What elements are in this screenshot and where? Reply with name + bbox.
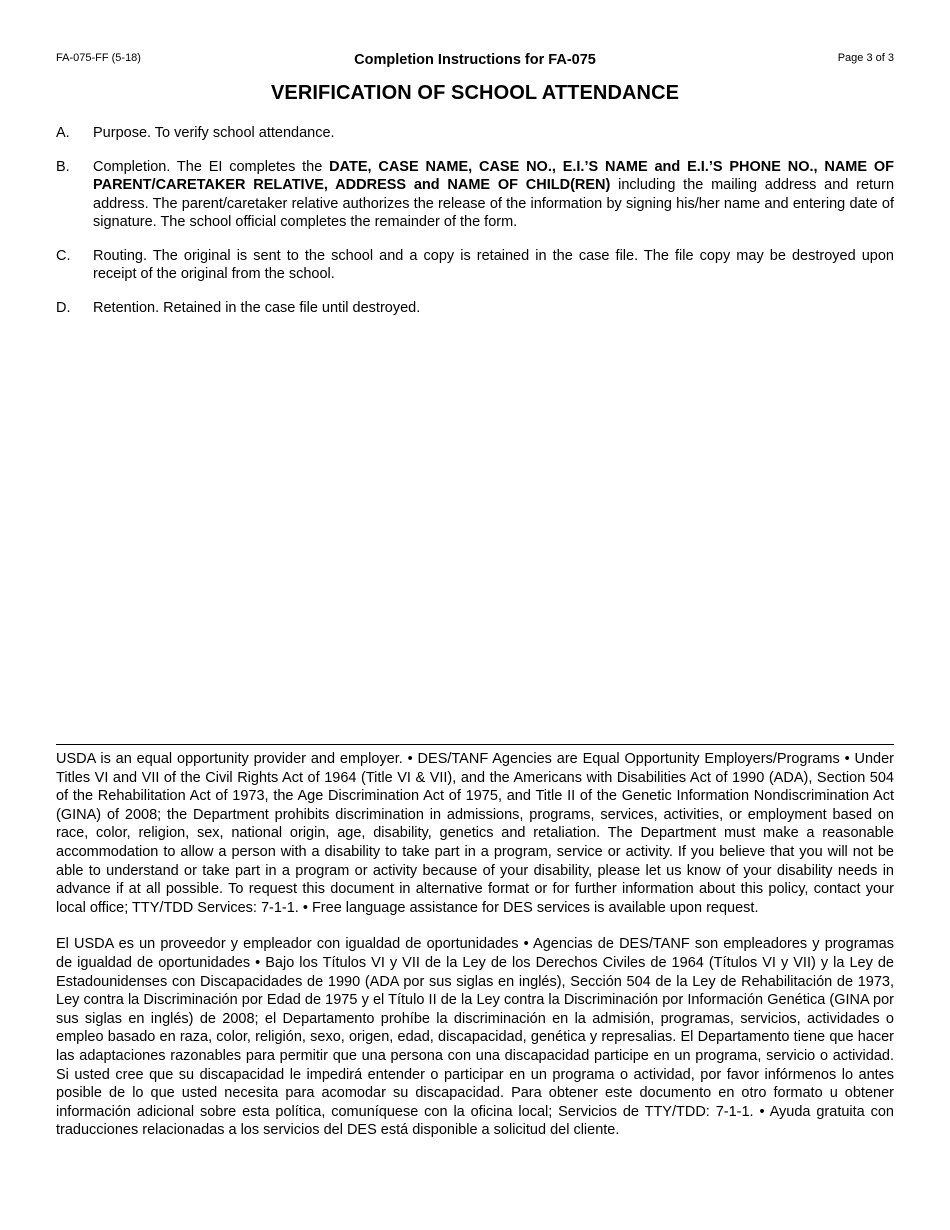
instruction-text-intro: Purpose. To verify school attendance. bbox=[93, 125, 335, 141]
instruction-purpose bbox=[56, 124, 894, 143]
instruction-text-intro: Completion. The EI completes the bbox=[93, 158, 330, 175]
instruction-letter: C. bbox=[56, 247, 71, 264]
instruction-text-bold: DATE, CASE NAME, CASE NO., E.I.’S NAME and E.I.’S PHONE NO., NAME OF PARENT/CARETAKER RELATIVE, ADDRESS and NAME OF CHILD(REN) bbox=[93, 158, 894, 193]
instructions-list bbox=[56, 124, 894, 332]
instruction-retention bbox=[56, 299, 894, 318]
instruction-text bbox=[93, 247, 894, 284]
instruction-text-rest: including the mailing address and return address. The parent/caretaker relative authorizes the release of the information by signing his/her name and entering date of signature. The school official completes the remainder of the form. bbox=[93, 177, 895, 230]
instruction-text-intro: Retention. Retained in the case file until destroyed. bbox=[93, 299, 421, 316]
footer-spanish-notice: El USDA es un proveedor y empleador con igualdad de oportunidades • Agencias de DES/TANF son empleadores y programas de igualdad de oportunidades • Bajo los Títulos VI y VII de la Ley de los Derechos Civiles de 1964 (Títulos VI y VII) y la Ley de Estadounidenses con Discapacidades de 1990 (ADA por sus siglas en inglés), Sección 504 de la Ley de Rehabilitación de 1973, Ley contra la Discriminación por Edad de 1975 y el Título II de la Ley contra la Discriminación por Información Genética (GINA por sus siglas en inglés) de 2008; el Departamento prohíbe la discriminación en la admisión, programas, servicios, actividades o empleo basado en raza, color, religión, sexo, origen, edad, discapacidad, genética y represalias. El Departamento tiene que hacer las adaptaciones razonables para permitir que una persona con una discapacidad participe en un programa, servicio o actividad. Si usted cree que su discapacidad le impedirá entender o participar en un programa o actividad, por favor infórmenos lo antes posible de lo que usted necesita para acomodar su discapacidad. Para obtener este documento en otro formato u obtener información adicional sobre esta política, comuníquese con la oficina local; Servicios de TTY/TDD: 7-1-1. • Ayuda gratuita con traducciones relacionadas a los servicios del DES está disponible a solicitud del cliente. bbox=[56, 936, 894, 1139]
page-title: VERIFICATION OF SCHOOL ATTENDANCE bbox=[270, 82, 680, 104]
form-id: FA-075-FF (5-18) bbox=[56, 52, 141, 64]
instruction-routing bbox=[56, 247, 894, 284]
page-number: Page 3 of 3 bbox=[837, 52, 894, 64]
instruction-text-intro: Routing. The original is sent to the school and a copy is retained in the case file. The file copy may be destroyed upon receipt of the original from the school. bbox=[93, 247, 894, 282]
instruction-text bbox=[93, 124, 894, 143]
instruction-letter: A. bbox=[56, 125, 70, 141]
header-title: Completion Instructions for FA-075 bbox=[354, 52, 596, 68]
nondiscrimination-footer bbox=[56, 744, 894, 1140]
instruction-completion bbox=[56, 158, 894, 232]
instruction-text bbox=[93, 158, 894, 232]
instruction-letter: B. bbox=[56, 158, 70, 175]
footer-english-notice: USDA is an equal opportunity provider and employer. • DES/TANF Agencies are Equal Opportunity Employers/Programs • Under Titles VI and VII of the Civil Rights Act of 1964 (Title VI & VII), and the Americans with Disabilities Act of 1990 (ADA), Section 504 of the Rehabilitation Act of 1973, the Age Discrimination Act of 1975, and Title II of the Genetic Information Nondiscrimination Act (GINA) of 2008; the Department prohibits discrimination in admissions, programs, services, activities, or employment based on race, color, religion, sex, national origin, age, disability, genetics and retaliation. The Department must make a reasonable accommodation to allow a person with a disability to take part in a program, service or activity. If you believe that you will not be able to understand or take part in a program or activity because of your disability, please let us know of your disability needs in advance if at all possible. To request this document in alternative format or for further information about this policy, contact your local office; TTY/TDD Services: 7-1-1. • Free language assistance for DES services is available upon request. bbox=[56, 751, 894, 916]
instruction-text bbox=[93, 299, 894, 318]
instruction-letter: D. bbox=[56, 299, 71, 316]
